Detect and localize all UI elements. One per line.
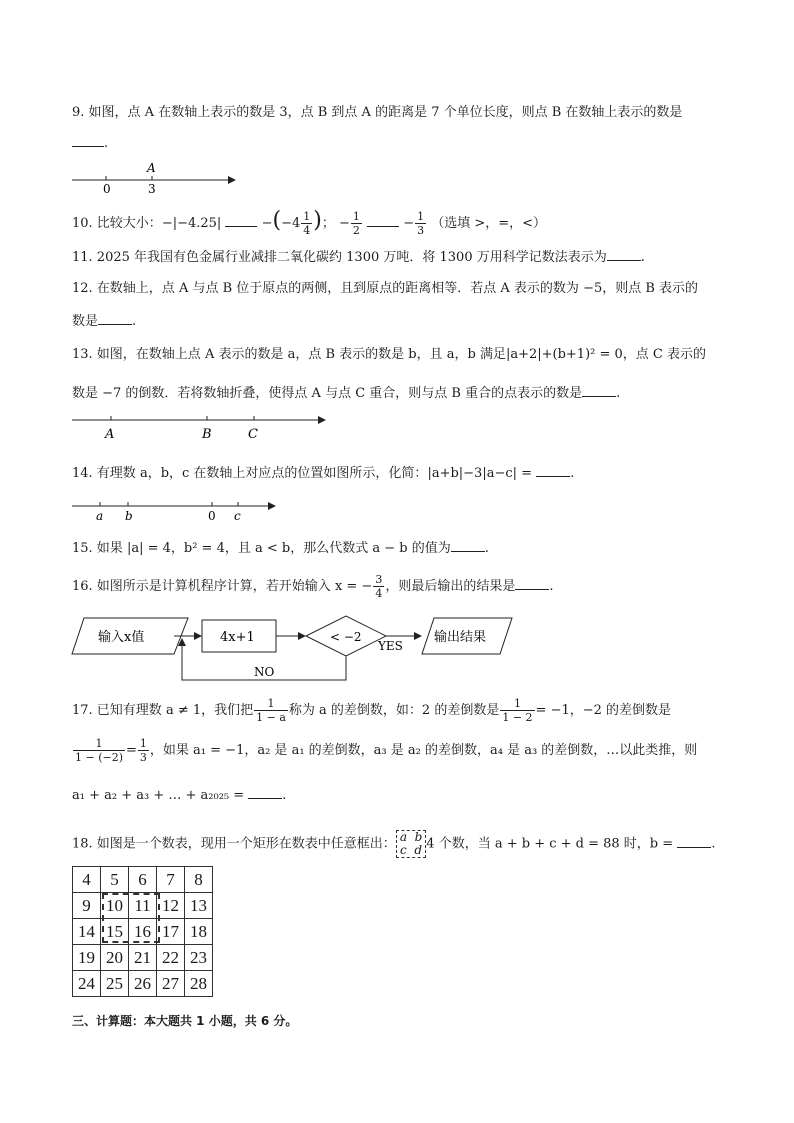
q9-number-line — [70, 158, 240, 196]
table-cell: 27 — [157, 971, 185, 997]
flow-output-label: 输出结果 — [434, 630, 487, 645]
table-cell: 14 — [73, 919, 101, 945]
q13-label-b: B — [202, 427, 212, 442]
q12-line1: 12. 在数轴上，点 A 与点 B 位于原点的两侧，且到原点的距离相等．若点 A 表示的数为 −5，则点 B 表示的 — [72, 281, 699, 296]
table-cell: 20 — [101, 945, 129, 971]
q9-label-a: A — [147, 161, 156, 175]
table-cell: 13 — [185, 893, 213, 919]
q13-label-c: C — [248, 427, 258, 442]
q12-line2: 数是 . — [72, 314, 137, 329]
table-cell: 23 — [185, 945, 213, 971]
table-cell: 25 — [101, 971, 129, 997]
q16-text: 16. 如图所示是计算机程序计算，若开始输入 x = − $\frac{3}{4}$ ，则最后输出的结果是 . — [72, 573, 554, 600]
flow-yes-label: YES — [378, 639, 403, 653]
table-row — [73, 867, 213, 893]
table-cell: 22 — [157, 945, 185, 971]
q11-text: 11. 2025 年我国有色金属行业减排二氧化碳约 1300 万吨．将 1300 万用科学记数法表示为 . — [72, 250, 645, 265]
table-cell: 16 — [129, 919, 157, 945]
q14-label-c: c — [234, 509, 241, 523]
q13-label-a: A — [105, 427, 115, 442]
table-cell: 6 — [129, 867, 157, 893]
q10-text: 10. 比较大小：−|−4.25| −(−4 $\frac{1}{4}$ )； − $\frac{1}{2}$ − $\frac{1}{3}$ （选填 >，=，<） — [72, 208, 547, 237]
table-cell: 9 — [73, 893, 101, 919]
q17-line2: $\frac{1}{1 - (-2)}$ = $\frac{1}{3}$ ，如果 a₁ = −1，a₂ 是 a₁ 的差倒数，a₃ 是 a₂ 的差倒数，a₄ 是 a₃ 的差倒数，…以此类推，则 — [75, 737, 698, 764]
q14-label-a: a — [96, 509, 104, 523]
q18-dashed-box: a b c d — [396, 830, 426, 858]
flow-condition-label: < −2 — [330, 630, 362, 644]
table-cell: 24 — [73, 971, 101, 997]
flow-no-label: NO — [254, 665, 275, 679]
q14-text: 14. 有理数 a，b，c 在数轴上对应点的位置如图所示，化简：|a+b|−3|a−c| = . — [72, 466, 575, 481]
table-cell: 7 — [157, 867, 185, 893]
q17-line3: a₁ + a₂ + a₃ + … + a₂₀₂₅ = . — [72, 788, 287, 803]
q14-label-b: b — [125, 509, 133, 523]
q9-text: 9. 如图，点 A 在数轴上表示的数是 3，点 B 到点 A 的距离是 7 个单位长度，则点 B 在数轴上表示的数是 — [72, 105, 683, 120]
q18-table-dashed-frame — [102, 893, 160, 943]
q13-line1: 13. 如图，在数轴上点 A 表示的数是 a，点 B 表示的数是 b，且 a，b 满足|a+2|+(b+1)² = 0，点 C 表示的 — [72, 347, 707, 362]
q9-label-0: 0 — [103, 182, 111, 196]
table-cell: 19 — [73, 945, 101, 971]
table-row — [73, 971, 213, 997]
flow-process-label: 4x+1 — [220, 630, 255, 645]
table-cell: 12 — [157, 893, 185, 919]
q16-flowchart — [70, 612, 520, 684]
table-cell: 10 — [101, 893, 129, 919]
table-cell: 21 — [129, 945, 157, 971]
q13-line2: 数是 −7 的倒数．若将数轴折叠，使得点 A 与点 C 重合，则与点 B 重合的点表示的数是 . — [72, 386, 621, 401]
q18-text: 18. 如图是一个数表，现用一个矩形在数表中任意框出： a b c d 4 个数，当 a + b + c + d = 88 时，b = . — [72, 830, 716, 857]
q9-answer-line: . — [72, 134, 108, 153]
table-cell: 8 — [185, 867, 213, 893]
q17-line1: 17. 已知有理数 a ≠ 1，我们把 $\frac{1}{1 - a}$ 称为 a 的差倒数，如：2 的差倒数是 $\frac{1}{1 - 2}$ = −1，−2 的差倒数是 — [72, 697, 672, 724]
table-cell: 18 — [185, 919, 213, 945]
table-row — [73, 945, 213, 971]
table-cell: 26 — [129, 971, 157, 997]
section-3-heading: 三、计算题：本大题共 1 小题，共 6 分。 — [72, 1014, 298, 1028]
table-cell: 4 — [73, 867, 101, 893]
q15-text: 15. 如果 |a| = 4，b² = 4，且 a < b，那么代数式 a − b 的值为 . — [72, 541, 489, 556]
table-cell: 11 — [129, 893, 157, 919]
table-cell: 28 — [185, 971, 213, 997]
table-cell: 17 — [157, 919, 185, 945]
q13-number-line — [70, 410, 332, 442]
q14-label-0: 0 — [208, 509, 216, 523]
table-cell: 5 — [101, 867, 129, 893]
q14-number-line — [70, 496, 280, 526]
q9-label-3: 3 — [148, 182, 156, 196]
flow-input-label: 输入x值 — [98, 630, 145, 645]
table-cell: 15 — [101, 919, 129, 945]
